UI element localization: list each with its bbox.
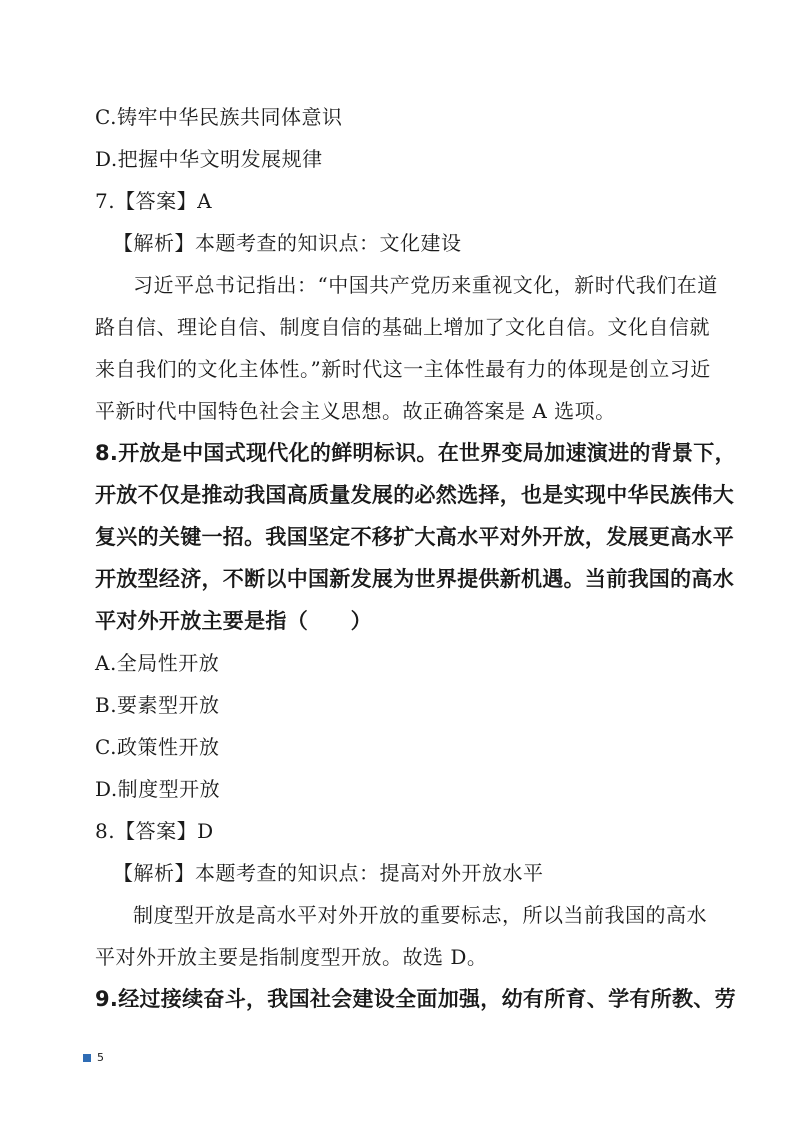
analysis-q8-heading: 【解析】本题考查的知识点：提高对外开放水平	[113, 861, 544, 885]
option-c-q8: C.政策性开放	[95, 735, 220, 759]
question-9-line-1: 9.经过接续奋斗，我国社会建设全面加强，幼有所育、学有所教、劳	[95, 987, 736, 1011]
analysis-q7-heading: 【解析】本题考查的知识点：文化建设	[113, 231, 462, 255]
analysis-q7-text-1: 习近平总书记指出：“中国共产党历来重视文化，新时代我们在道	[133, 273, 718, 297]
answer-q7: 7.【答案】A	[95, 189, 213, 213]
option-d-q7: D.把握中华文明发展规律	[95, 147, 323, 171]
option-a-q8: A.全局性开放	[95, 651, 220, 675]
page-number: 5	[97, 1051, 104, 1064]
footer-square-icon	[83, 1054, 91, 1062]
question-8-line-4: 开放型经济，不断以中国新发展为世界提供新机遇。当前我国的高水	[95, 567, 734, 591]
option-b-q8: B.要素型开放	[95, 693, 220, 717]
analysis-q8-text-1: 制度型开放是高水平对外开放的重要标志，所以当前我国的高水	[133, 903, 707, 927]
analysis-q7-text-2: 路自信、理论自信、制度自信的基础上增加了文化自信。文化自信就	[95, 315, 710, 339]
question-8-line-1: 8.开放是中国式现代化的鲜明标识。在世界变局加速演进的背景下，	[95, 441, 736, 465]
analysis-q8-text-2: 平对外开放主要是指制度型开放。故选 D。	[95, 945, 488, 969]
option-c-q7: C.铸牢中华民族共同体意识	[95, 105, 343, 129]
answer-q8: 8.【答案】D	[95, 819, 214, 843]
question-8-line-3: 复兴的关键一招。我国坚定不移扩大高水平对外开放，发展更高水平	[95, 525, 734, 549]
analysis-q7-text-4: 平新时代中国特色社会主义思想。故正确答案是 A 选项。	[95, 399, 616, 423]
option-d-q8: D.制度型开放	[95, 777, 221, 801]
question-8-line-5: 平对外开放主要是指（ ）	[95, 609, 372, 633]
analysis-q7-text-3: 来自我们的文化主体性。”新时代这一主体性最有力的体现是创立习近	[95, 357, 711, 381]
question-8-line-2: 开放不仅是推动我国高质量发展的必然选择，也是实现中华民族伟大	[95, 483, 734, 507]
page-footer	[83, 1051, 104, 1064]
